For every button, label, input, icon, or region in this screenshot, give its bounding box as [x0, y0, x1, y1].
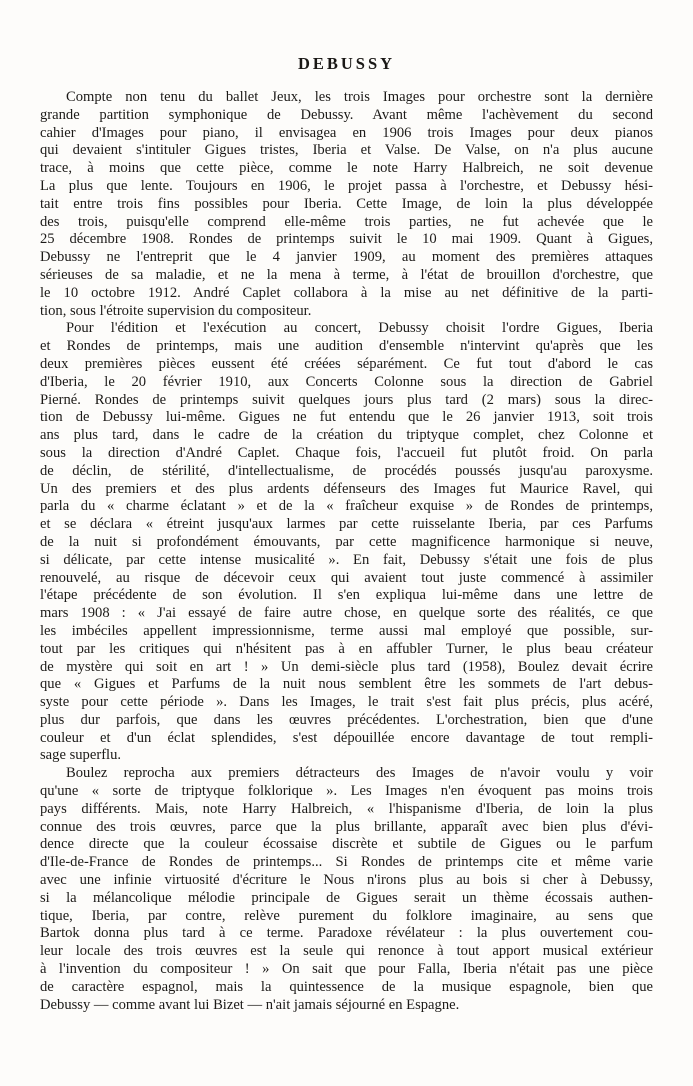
text-line: Compte non tenu du ballet Jeux, les trois Images pour orchestre sont la dernière [66, 89, 653, 105]
text-line: Un des premiers et des plus ardents défenseurs des Images fut Maurice Ravel, qui [40, 480, 653, 497]
text-line: et Rondes de printemps, mais une audition d'ensemble n'intervint qu'après que les [40, 338, 653, 355]
text-line: de caractère espagnol, mais la quintessence de la musique espagnole, bien que [40, 978, 653, 995]
text-line: sérieuses de sa maladie, et ne la mena à terme, à l'état de brouillon d'orchestre, que [40, 266, 653, 283]
text-line: leur locale des trois œuvres est la seule qui renonce à tout apport musical extérieur [40, 943, 653, 960]
text-line: grande partition symphonique de Debussy. Avant même l'achèvement du second [40, 106, 653, 123]
text-line: couleur et d'un éclat splendides, s'est dépouillée encore davantage de tout rempli- [40, 729, 653, 746]
text-line: Debussy — comme avant lui Bizet — n'ait jamais séjourné en Espagne. [40, 996, 460, 1013]
text-line: à l'invention du compositeur ! » On sait que pour Falla, Iberia n'était pas une pièce [40, 961, 653, 978]
text-line: le 10 octobre 1912. André Caplet collabora à la mise au net définitive de la parti- [40, 284, 653, 301]
text-line: que « Gigues et Parfums de la nuit nous semblent être les sommets de l'art debus- [40, 676, 653, 693]
paragraph [40, 765, 653, 1014]
text-line: parla du « charme éclatant » et de la « fraîcheur exquise » de Rondes de printemps, [40, 498, 653, 515]
text-line: de mystère qui soit en art ! » Un demi-siècle plus tard (1958), Boulez devait écrire [40, 658, 653, 675]
text-line: 25 décembre 1908. Rondes de printemps suivit le 10 mai 1909. Quant à Gigues, [40, 231, 653, 248]
text-line: l'étape précédente de son évolution. Il s'en expliqua lui-même dans une lettre de [40, 587, 653, 604]
text-line: de déclin, de stérilité, d'intellectualisme, de procédés poussés jusqu'au paroxysme. [40, 462, 653, 479]
text-line: si délicate, par cette intense musicalité ». En fait, Debussy s'était une fois de plus [40, 551, 653, 568]
text-line: ans plus tard, dans le cadre de la création du triptyque complet, chez Colonne et [40, 427, 653, 444]
text-line: tion, sous l'étroite supervision du compositeur. [40, 302, 312, 319]
text-line: et se déclara « étreint jusqu'aux larmes par cette ruisselante Iberia, par ces Parfums [40, 516, 653, 533]
text-line: Boulez reprocha aux premiers détracteurs des Images de n'avoir voulu y voir [66, 765, 653, 782]
text-line: sous la direction d'André Caplet. Chaque fois, l'accueil fut plutôt froid. On parla [40, 444, 653, 461]
text-line: deux premières pièces eussent été créées séparément. Ce fut tout d'abord le cas [40, 355, 653, 372]
text-line: tion de Debussy lui-même. Gigues ne fut entendu que le 26 janvier 1913, soit trois [40, 409, 653, 426]
text-line: tout par les critiques qui n'hésitent pas à en affubler Turner, le plus beau créateur [40, 640, 653, 657]
text-line: plus dur parfois, que dans les œuvres précédentes. L'orchestration, bien que d'une [40, 711, 653, 728]
text-line: avec une infinie virtuosité d'écriture le Nous n'irons plus au bois si cher à Debussy, [40, 872, 653, 889]
text-line: Debussy ne l'entreprit que le 4 janvier 1909, au moment des premières attaques [40, 249, 653, 266]
text-line: Bartok donna plus tard à ce terme. Paradoxe révélateur : la plus ouvertement cou- [40, 925, 653, 942]
text-line: sage superflu. [40, 747, 122, 764]
text-line: si la mélancolique mélodie principale de Gigues serait un thème écossais authen- [40, 889, 653, 906]
text-line: mars 1908 : « J'ai essayé de faire autre chose, en quelque sorte des réalités, ce que [40, 605, 653, 622]
text-line: tique, Iberia, par contre, relève purement du folklore imaginaire, au sens que [40, 907, 653, 924]
text-line: Pour l'édition et l'exécution au concert, Debussy choisit l'ordre Gigues, Iberia [66, 320, 653, 337]
text-line: connue des trois œuvres, parce que la plus brillante, apparaît avec bien plus d'évi- [40, 818, 653, 835]
text-line: cahier d'Images pour piano, il envisagea en 1906 trois Images pour deux pianos [40, 124, 653, 141]
text-line: tait entre trois fins possibles pour Iberia. Cette Image, de loin la plus développée [40, 195, 653, 212]
text-line: de la nuit si profondément émouvants, par cette magnificence harmonique si neuve, [40, 533, 653, 550]
text-line: des trois, puisqu'elle comprend elle-même trois parties, ne fut achevée que le [40, 213, 653, 230]
text-line: qui devaient s'intituler Gigues tristes, Iberia et Valse. De Valse, on n'a plus aucune [40, 142, 653, 159]
text-line: La plus que lente. Toujours en 1906, le projet passa à l'orchestre, et Debussy hési- [40, 177, 653, 194]
text-line: pays différents. Mais, note Harry Halbreich, « l'hispanisme d'Iberia, de loin la plus [40, 800, 653, 817]
text-line: syste pour cette période ». Dans les Images, le trait s'est fait plus précis, plus acéré, [40, 694, 653, 711]
text-line: Pierné. Rondes de printemps suivit quelques jours plus tard (2 mars) sous la direc- [40, 391, 653, 408]
paragraph [40, 89, 653, 320]
text-line: d'Iberia, le 20 février 1910, aux Concerts Colonne sous la direction de Gabriel [40, 373, 653, 390]
text-line: qu'une « sorte de triptyque folklorique ». Les Images n'en évoquent pas moins trois [40, 783, 653, 800]
paragraph [40, 320, 653, 765]
text-line: trace, à moins que cette pièce, comme le note Harry Halbreich, ne soit devenue [40, 160, 653, 177]
page-title: DEBUSSY [297, 54, 396, 73]
text-line: renouvelé, au risque de décevoir ceux qui avaient tout juste commencé à assimiler [40, 569, 653, 586]
text-line: d'Ile-de-France de Rondes de printemps... Si Rondes de printemps cite et même varie [40, 854, 653, 871]
text-line: dence directe que la couleur écossaise discrète et subtile de Gigues ou le parfum [40, 836, 653, 853]
text-line: les imbéciles appellent impressionnisme, terme aussi mal employé que possible, sur- [40, 622, 653, 639]
body-text [40, 89, 653, 1014]
